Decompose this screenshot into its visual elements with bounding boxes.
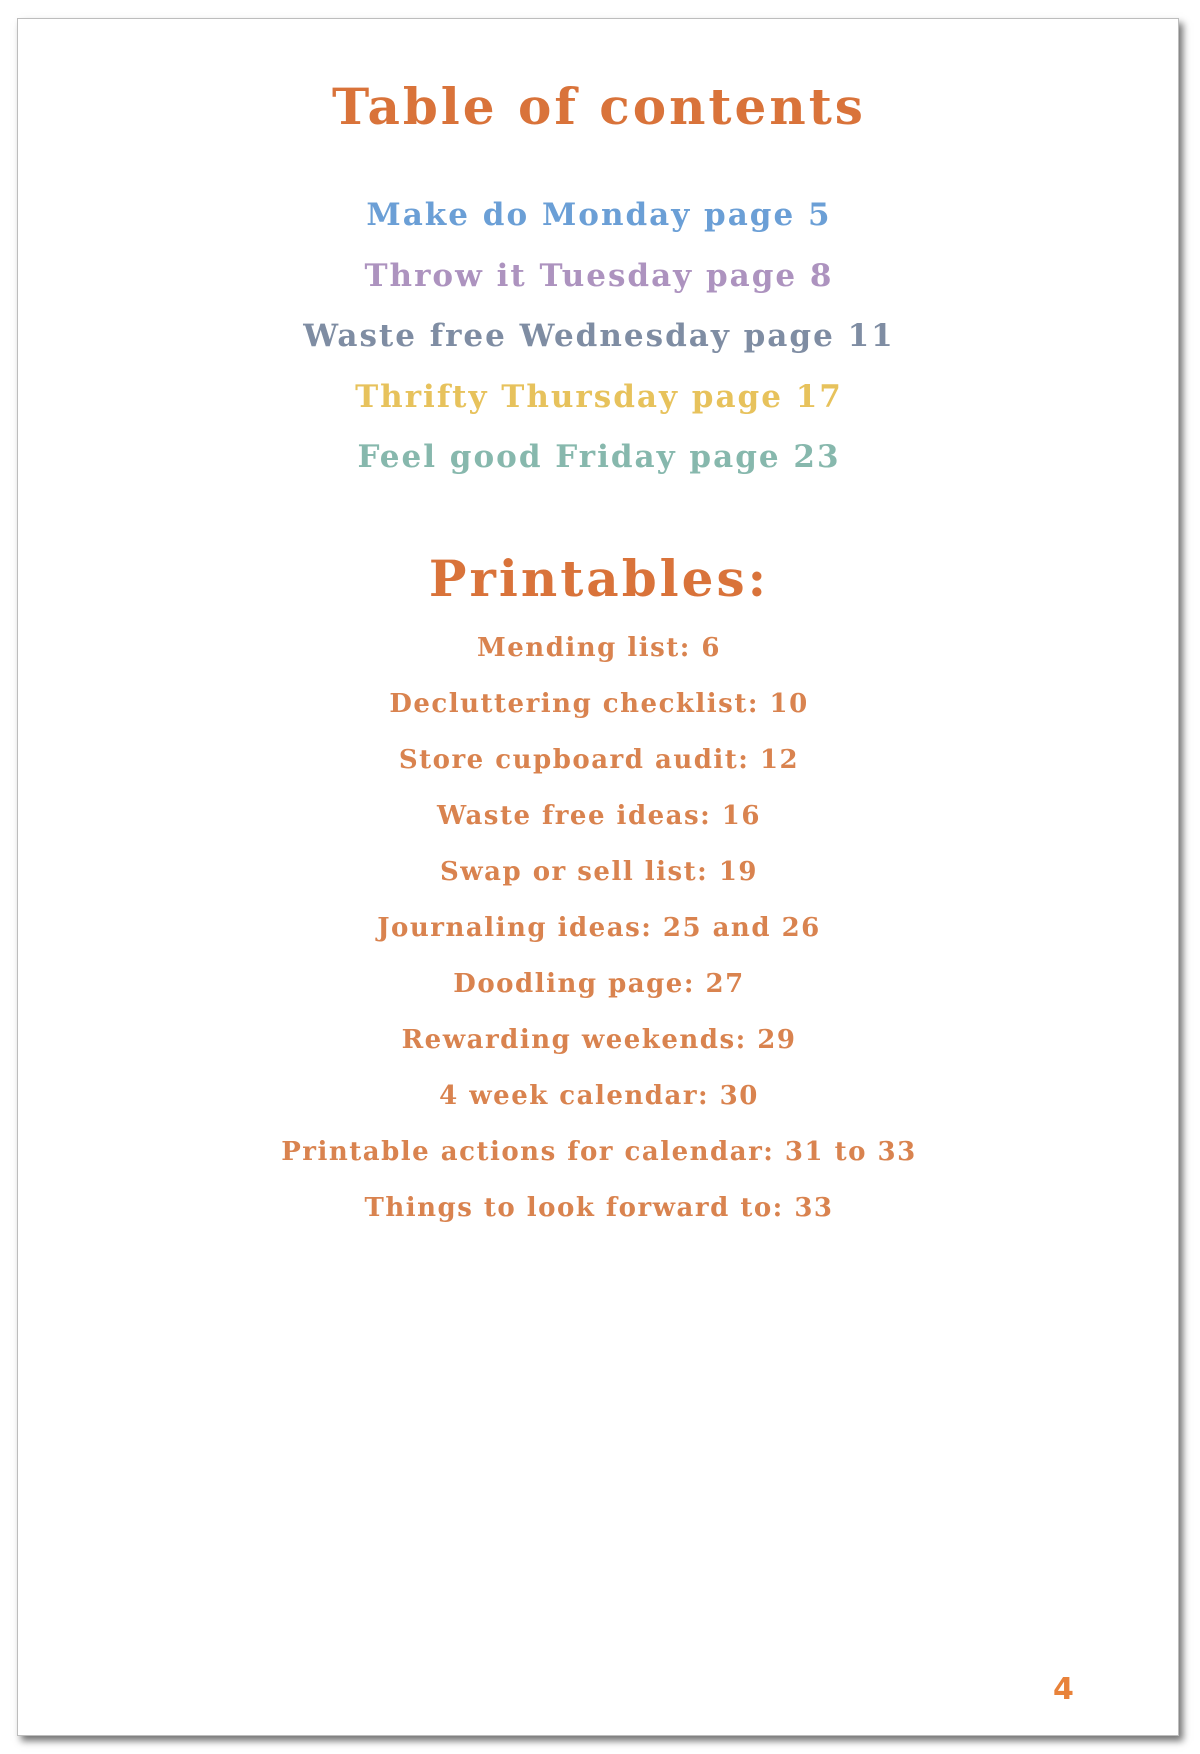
printable-item-waste-free-ideas[interactable]: Waste free ideas: 16 xyxy=(437,801,761,831)
printable-item-calendar-actions[interactable]: Printable actions for calendar: 31 to 33 xyxy=(281,1137,917,1167)
toc-item-wednesday[interactable]: Waste free Wednesday page 11 xyxy=(303,318,895,354)
printable-item-4-week-calendar[interactable]: 4 week calendar: 30 xyxy=(439,1081,759,1111)
toc-item-tuesday[interactable]: Throw it Tuesday page 8 xyxy=(364,258,834,294)
printables-title: Printables: xyxy=(428,549,770,608)
printable-item-swap-or-sell-list[interactable]: Swap or sell list: 19 xyxy=(439,857,759,887)
toc-item-thursday[interactable]: Thrifty Thursday page 17 xyxy=(355,379,843,415)
printable-item-mending-list[interactable]: Mending list: 6 xyxy=(476,633,722,663)
printable-item-decluttering-checklist[interactable]: Decluttering checklist: 10 xyxy=(389,689,809,719)
toc-item-friday[interactable]: Feel good Friday page 23 xyxy=(357,439,841,475)
page-number: 4 xyxy=(1053,1672,1074,1707)
toc-item-monday[interactable]: Make do Monday page 5 xyxy=(366,197,832,233)
printable-item-things-to-look-forward-to[interactable]: Things to look forward to: 33 xyxy=(364,1193,834,1223)
printable-item-store-cupboard-audit[interactable]: Store cupboard audit: 12 xyxy=(398,745,800,775)
printable-item-rewarding-weekends[interactable]: Rewarding weekends: 29 xyxy=(401,1025,797,1055)
toc-title: Table of contents xyxy=(332,77,866,136)
document-page xyxy=(17,18,1179,1736)
printable-item-journaling-ideas[interactable]: Journaling ideas: 25 and 26 xyxy=(377,913,821,943)
printable-item-doodling-page[interactable]: Doodling page: 27 xyxy=(453,969,745,999)
